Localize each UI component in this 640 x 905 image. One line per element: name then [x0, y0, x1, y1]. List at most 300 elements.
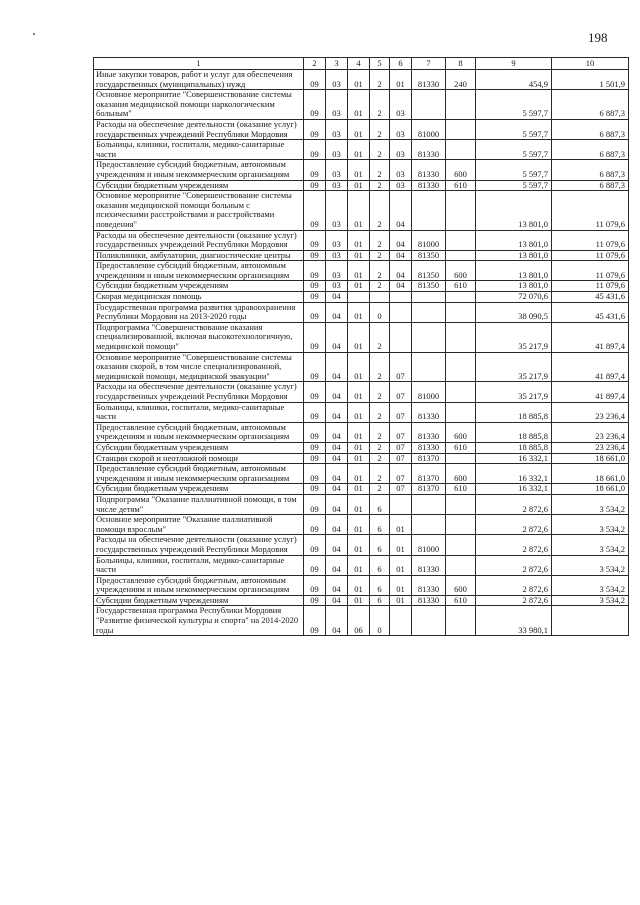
row-name: Субсидии бюджетным учреждениям — [94, 484, 304, 495]
code-direction: 81330 — [412, 575, 446, 595]
table-row — [94, 515, 629, 535]
amount-year-1: 13 801,0 — [476, 191, 552, 230]
code-section: 09 — [304, 464, 326, 484]
code-section: 09 — [304, 261, 326, 281]
code-program: 01 — [348, 119, 370, 139]
code-activity — [390, 322, 412, 352]
code-expense-type: 610 — [446, 180, 476, 191]
amount-year-1: 35 217,9 — [476, 382, 552, 402]
code-activity: 01 — [390, 575, 412, 595]
code-direction: 81330 — [412, 422, 446, 442]
amount-year-2: 45 431,6 — [552, 292, 629, 303]
row-name: Субсидии бюджетным учреждениям — [94, 595, 304, 606]
code-direction: 81330 — [412, 70, 446, 90]
table-row — [94, 402, 629, 422]
code-section: 09 — [304, 250, 326, 261]
code-direction — [412, 292, 446, 303]
code-program: 01 — [348, 402, 370, 422]
code-activity: 04 — [390, 261, 412, 281]
code-section: 09 — [304, 292, 326, 303]
row-name: Расходы на обеспечение деятельности (оказание услуг) государственных учреждений Республики Мордовия — [94, 382, 304, 402]
code-subsection: 03 — [326, 250, 348, 261]
code-subprogram: 2 — [370, 464, 390, 484]
code-activity: 01 — [390, 535, 412, 555]
code-expense-type — [446, 515, 476, 535]
code-section: 09 — [304, 382, 326, 402]
table-row — [94, 191, 629, 230]
code-expense-type — [446, 302, 476, 322]
code-subsection: 03 — [326, 191, 348, 230]
amount-year-2: 6 887,3 — [552, 160, 629, 180]
code-section: 09 — [304, 515, 326, 535]
code-section: 09 — [304, 453, 326, 464]
code-subprogram: 2 — [370, 261, 390, 281]
row-name: Предоставление субсидий бюджетным, автономным учреждениям и иным некоммерческим организациям — [94, 575, 304, 595]
code-direction — [412, 322, 446, 352]
table-row — [94, 140, 629, 160]
code-expense-type — [446, 453, 476, 464]
code-subprogram: 2 — [370, 250, 390, 261]
code-subsection: 04 — [326, 322, 348, 352]
code-subprogram: 2 — [370, 230, 390, 250]
table-row — [94, 302, 629, 322]
code-activity — [390, 302, 412, 322]
code-subprogram — [370, 292, 390, 303]
code-subprogram: 2 — [370, 160, 390, 180]
row-name: Станции скорой и неотложной помощи — [94, 453, 304, 464]
row-name: Субсидии бюджетным учреждениям — [94, 281, 304, 292]
code-subprogram: 6 — [370, 494, 390, 514]
code-activity: 07 — [390, 442, 412, 453]
code-section: 09 — [304, 90, 326, 120]
code-program: 01 — [348, 494, 370, 514]
code-expense-type — [446, 352, 476, 382]
code-subsection: 03 — [326, 90, 348, 120]
amount-year-1: 13 801,0 — [476, 250, 552, 261]
code-expense-type — [446, 250, 476, 261]
table-row — [94, 464, 629, 484]
row-name: Предоставление субсидий бюджетным, автономным учреждениям и иным некоммерческим организациям — [94, 261, 304, 281]
table-row — [94, 575, 629, 595]
amount-year-1: 13 801,0 — [476, 281, 552, 292]
amount-year-1: 5 597,7 — [476, 90, 552, 120]
amount-year-1: 2 872,6 — [476, 535, 552, 555]
col-header: 7 — [412, 58, 446, 70]
code-program: 01 — [348, 322, 370, 352]
code-expense-type: 610 — [446, 595, 476, 606]
code-subsection: 03 — [326, 70, 348, 90]
table-row — [94, 494, 629, 514]
code-subsection: 04 — [326, 555, 348, 575]
amount-year-1: 454,9 — [476, 70, 552, 90]
code-program: 01 — [348, 464, 370, 484]
code-subsection: 03 — [326, 281, 348, 292]
row-name: Субсидии бюджетным учреждениям — [94, 442, 304, 453]
code-direction — [412, 606, 446, 636]
code-subprogram: 2 — [370, 119, 390, 139]
col-header: 2 — [304, 58, 326, 70]
amount-year-2: 18 661,0 — [552, 453, 629, 464]
code-subsection: 04 — [326, 575, 348, 595]
code-direction: 81330 — [412, 160, 446, 180]
row-name: Предоставление субсидий бюджетным, автономным учреждениям и иным некоммерческим организациям — [94, 422, 304, 442]
row-name: Больницы, клиники, госпитали, медико-санитарные части — [94, 402, 304, 422]
row-name: Подпрограмма "Совершенствование оказания специализированной, включая высокотехнологичную, медицинской помощи" — [94, 322, 304, 352]
row-name: Государственная программа развития здравоохранения Республики Мордовия на 2013-2020 годы — [94, 302, 304, 322]
amount-year-2: 41 897,4 — [552, 352, 629, 382]
code-subprogram: 6 — [370, 515, 390, 535]
row-name: Основное мероприятие "Оказание паллиативной помощи взрослым" — [94, 515, 304, 535]
code-activity — [390, 292, 412, 303]
code-section: 09 — [304, 302, 326, 322]
code-subprogram: 2 — [370, 453, 390, 464]
table-row — [94, 281, 629, 292]
code-direction: 81000 — [412, 119, 446, 139]
code-expense-type — [446, 322, 476, 352]
code-activity: 04 — [390, 281, 412, 292]
code-subprogram: 2 — [370, 70, 390, 90]
code-direction — [412, 302, 446, 322]
code-subprogram: 2 — [370, 322, 390, 352]
code-direction: 81000 — [412, 535, 446, 555]
code-activity — [390, 606, 412, 636]
code-activity: 03 — [390, 140, 412, 160]
code-expense-type — [446, 140, 476, 160]
code-expense-type — [446, 119, 476, 139]
code-section: 09 — [304, 555, 326, 575]
code-activity: 07 — [390, 352, 412, 382]
code-subsection: 04 — [326, 422, 348, 442]
amount-year-1: 2 872,6 — [476, 494, 552, 514]
code-activity: 07 — [390, 464, 412, 484]
code-section: 09 — [304, 442, 326, 453]
code-subprogram: 6 — [370, 575, 390, 595]
amount-year-2: 1 501,9 — [552, 70, 629, 90]
code-program: 01 — [348, 442, 370, 453]
table-body — [94, 70, 629, 636]
row-name: Основное мероприятие "Совершенствование системы оказания медицинской помощи наркологическим больным" — [94, 90, 304, 120]
amount-year-1: 5 597,7 — [476, 119, 552, 139]
amount-year-2: 41 897,4 — [552, 382, 629, 402]
code-subprogram: 2 — [370, 180, 390, 191]
code-activity — [390, 494, 412, 514]
amount-year-2: 45 431,6 — [552, 302, 629, 322]
row-name: Расходы на обеспечение деятельности (оказание услуг) государственных учреждений Республики Мордовия — [94, 535, 304, 555]
code-activity: 03 — [390, 180, 412, 191]
row-name: Скорая медицинская помощь — [94, 292, 304, 303]
amount-year-2: 6 887,3 — [552, 119, 629, 139]
code-section: 09 — [304, 402, 326, 422]
code-subprogram: 2 — [370, 90, 390, 120]
code-subprogram: 2 — [370, 484, 390, 495]
table-row — [94, 422, 629, 442]
code-activity: 07 — [390, 422, 412, 442]
amount-year-2: 3 534,2 — [552, 535, 629, 555]
code-direction: 81330 — [412, 442, 446, 453]
code-expense-type — [446, 230, 476, 250]
code-section: 09 — [304, 230, 326, 250]
amount-year-1: 18 885,8 — [476, 402, 552, 422]
code-subprogram: 0 — [370, 302, 390, 322]
table-row — [94, 595, 629, 606]
code-subsection: 04 — [326, 352, 348, 382]
row-name: Поликлиники, амбулатории, диагностические центры — [94, 250, 304, 261]
table-row — [94, 230, 629, 250]
code-program: 01 — [348, 281, 370, 292]
code-expense-type: 600 — [446, 422, 476, 442]
amount-year-1: 38 090,5 — [476, 302, 552, 322]
code-section: 09 — [304, 595, 326, 606]
code-subsection: 03 — [326, 261, 348, 281]
code-program: 01 — [348, 70, 370, 90]
code-activity: 03 — [390, 160, 412, 180]
code-expense-type: 600 — [446, 160, 476, 180]
code-subsection: 03 — [326, 230, 348, 250]
code-section: 09 — [304, 535, 326, 555]
code-expense-type — [446, 402, 476, 422]
code-program: 01 — [348, 180, 370, 191]
table-header-row — [94, 58, 629, 70]
scan-speck — [33, 33, 35, 35]
row-name: Основное мероприятие "Совершенствование системы оказания медицинской помощи больным с психическими расстройствами и расстройствами поведения" — [94, 191, 304, 230]
amount-year-2: 3 534,2 — [552, 515, 629, 535]
code-direction: 81370 — [412, 453, 446, 464]
code-direction — [412, 352, 446, 382]
code-activity: 07 — [390, 453, 412, 464]
table-row — [94, 442, 629, 453]
amount-year-2: 6 887,3 — [552, 140, 629, 160]
code-direction: 81350 — [412, 261, 446, 281]
code-section: 09 — [304, 119, 326, 139]
code-direction: 81000 — [412, 382, 446, 402]
code-program: 01 — [348, 535, 370, 555]
amount-year-1: 5 597,7 — [476, 140, 552, 160]
code-subsection: 04 — [326, 292, 348, 303]
code-section: 09 — [304, 575, 326, 595]
table-row — [94, 382, 629, 402]
row-name: Больницы, клиники, госпитали, медико-санитарные части — [94, 555, 304, 575]
code-activity: 01 — [390, 70, 412, 90]
code-program: 01 — [348, 191, 370, 230]
table-row — [94, 292, 629, 303]
amount-year-1: 16 332,1 — [476, 453, 552, 464]
amount-year-1: 5 597,7 — [476, 180, 552, 191]
code-subprogram: 6 — [370, 595, 390, 606]
row-name: Иные закупки товаров, работ и услуг для обеспечения государственных (муниципальных) нужд — [94, 70, 304, 90]
row-name: Субсидии бюджетным учреждениям — [94, 180, 304, 191]
code-expense-type — [446, 494, 476, 514]
code-subprogram: 2 — [370, 442, 390, 453]
code-subsection: 04 — [326, 302, 348, 322]
code-activity: 01 — [390, 515, 412, 535]
code-direction — [412, 90, 446, 120]
code-subsection: 04 — [326, 402, 348, 422]
amount-year-2: 11 079,6 — [552, 230, 629, 250]
amount-year-1: 16 332,1 — [476, 464, 552, 484]
code-subprogram: 6 — [370, 555, 390, 575]
code-subsection: 03 — [326, 140, 348, 160]
amount-year-1: 2 872,6 — [476, 515, 552, 535]
code-direction: 81370 — [412, 484, 446, 495]
code-direction: 81370 — [412, 464, 446, 484]
table-row — [94, 160, 629, 180]
row-name: Больницы, клиники, госпитали, медико-санитарные части — [94, 140, 304, 160]
code-direction: 81350 — [412, 281, 446, 292]
code-section: 09 — [304, 352, 326, 382]
code-activity: 03 — [390, 119, 412, 139]
code-direction: 81330 — [412, 140, 446, 160]
code-section: 09 — [304, 281, 326, 292]
code-program: 01 — [348, 261, 370, 281]
code-direction: 81350 — [412, 250, 446, 261]
code-section: 09 — [304, 70, 326, 90]
amount-year-2: 11 079,6 — [552, 261, 629, 281]
amount-year-1: 35 217,9 — [476, 322, 552, 352]
code-section: 09 — [304, 140, 326, 160]
code-program: 01 — [348, 575, 370, 595]
code-direction: 81330 — [412, 180, 446, 191]
code-subsection: 04 — [326, 606, 348, 636]
row-name: Государственная программа Республики Мордовия "Развитие физической культуры и спорта" на 2014-2020 годы — [94, 606, 304, 636]
code-expense-type: 610 — [446, 281, 476, 292]
amount-year-1: 2 872,6 — [476, 575, 552, 595]
code-subsection: 03 — [326, 119, 348, 139]
code-activity: 01 — [390, 555, 412, 575]
code-direction — [412, 494, 446, 514]
col-header: 1 — [94, 58, 304, 70]
table-row — [94, 90, 629, 120]
code-activity: 01 — [390, 595, 412, 606]
amount-year-2: 3 534,2 — [552, 555, 629, 575]
amount-year-2: 6 887,3 — [552, 90, 629, 120]
code-expense-type: 600 — [446, 575, 476, 595]
amount-year-2: 23 236,4 — [552, 422, 629, 442]
code-activity: 03 — [390, 90, 412, 120]
amount-year-1: 2 872,6 — [476, 555, 552, 575]
col-header: 4 — [348, 58, 370, 70]
code-subprogram: 0 — [370, 606, 390, 636]
page-number: 198 — [588, 30, 608, 45]
amount-year-2: 23 236,4 — [552, 442, 629, 453]
table-row — [94, 70, 629, 90]
amount-year-2: 18 661,0 — [552, 464, 629, 484]
code-program: 01 — [348, 484, 370, 495]
table-row — [94, 453, 629, 464]
code-program: 01 — [348, 90, 370, 120]
table-row — [94, 352, 629, 382]
amount-year-1: 18 885,8 — [476, 422, 552, 442]
code-expense-type — [446, 191, 476, 230]
amount-year-2 — [552, 606, 629, 636]
code-section: 09 — [304, 180, 326, 191]
code-program: 01 — [348, 453, 370, 464]
col-header: 6 — [390, 58, 412, 70]
code-subsection: 04 — [326, 484, 348, 495]
code-expense-type: 610 — [446, 484, 476, 495]
code-expense-type — [446, 382, 476, 402]
code-subprogram: 2 — [370, 382, 390, 402]
table-row — [94, 535, 629, 555]
code-subsection: 03 — [326, 160, 348, 180]
code-subprogram: 2 — [370, 352, 390, 382]
code-activity: 07 — [390, 402, 412, 422]
row-name: Расходы на обеспечение деятельности (оказание услуг) государственных учреждений Республики Мордовия — [94, 230, 304, 250]
col-header: 10 — [552, 58, 629, 70]
amount-year-1: 5 597,7 — [476, 160, 552, 180]
code-direction: 81000 — [412, 230, 446, 250]
code-subprogram: 2 — [370, 402, 390, 422]
code-expense-type — [446, 90, 476, 120]
amount-year-2: 3 534,2 — [552, 494, 629, 514]
code-section: 09 — [304, 160, 326, 180]
code-program: 01 — [348, 422, 370, 442]
code-subprogram: 6 — [370, 535, 390, 555]
code-subsection: 04 — [326, 382, 348, 402]
code-subsection: 04 — [326, 494, 348, 514]
table-row — [94, 606, 629, 636]
code-activity: 04 — [390, 230, 412, 250]
amount-year-2: 3 534,2 — [552, 575, 629, 595]
amount-year-1: 72 070,6 — [476, 292, 552, 303]
row-name: Предоставление субсидий бюджетным, автономным учреждениям и иным некоммерческим организациям — [94, 160, 304, 180]
amount-year-1: 18 885,8 — [476, 442, 552, 453]
code-program: 01 — [348, 160, 370, 180]
code-program: 01 — [348, 352, 370, 382]
code-section: 09 — [304, 606, 326, 636]
code-expense-type: 600 — [446, 464, 476, 484]
col-header: 5 — [370, 58, 390, 70]
amount-year-2: 3 534,2 — [552, 595, 629, 606]
code-section: 09 — [304, 191, 326, 230]
amount-year-1: 16 332,1 — [476, 484, 552, 495]
code-activity: 04 — [390, 191, 412, 230]
code-expense-type: 240 — [446, 70, 476, 90]
code-direction: 81330 — [412, 402, 446, 422]
code-activity: 07 — [390, 484, 412, 495]
code-subsection: 03 — [326, 180, 348, 191]
code-program: 01 — [348, 555, 370, 575]
code-program: 01 — [348, 140, 370, 160]
table-row — [94, 119, 629, 139]
code-expense-type — [446, 535, 476, 555]
col-header: 8 — [446, 58, 476, 70]
code-direction: 81330 — [412, 595, 446, 606]
row-name: Предоставление субсидий бюджетным, автономным учреждениям и иным некоммерческим организациям — [94, 464, 304, 484]
code-program — [348, 292, 370, 303]
amount-year-1: 13 801,0 — [476, 230, 552, 250]
amount-year-2: 41 897,4 — [552, 322, 629, 352]
amount-year-2: 6 887,3 — [552, 180, 629, 191]
code-subsection: 04 — [326, 535, 348, 555]
row-name: Расходы на обеспечение деятельности (оказание услуг) государственных учреждений Республики Мордовия — [94, 119, 304, 139]
code-program: 01 — [348, 595, 370, 606]
budget-table — [93, 57, 629, 636]
table-row — [94, 180, 629, 191]
code-program: 01 — [348, 250, 370, 261]
code-activity: 04 — [390, 250, 412, 261]
code-subsection: 04 — [326, 515, 348, 535]
code-program: 01 — [348, 230, 370, 250]
table-row — [94, 484, 629, 495]
code-subsection: 04 — [326, 453, 348, 464]
amount-year-2: 11 079,6 — [552, 191, 629, 230]
code-subprogram: 2 — [370, 140, 390, 160]
code-program: 06 — [348, 606, 370, 636]
table-row — [94, 555, 629, 575]
col-header: 9 — [476, 58, 552, 70]
code-direction — [412, 515, 446, 535]
amount-year-1: 13 801,0 — [476, 261, 552, 281]
